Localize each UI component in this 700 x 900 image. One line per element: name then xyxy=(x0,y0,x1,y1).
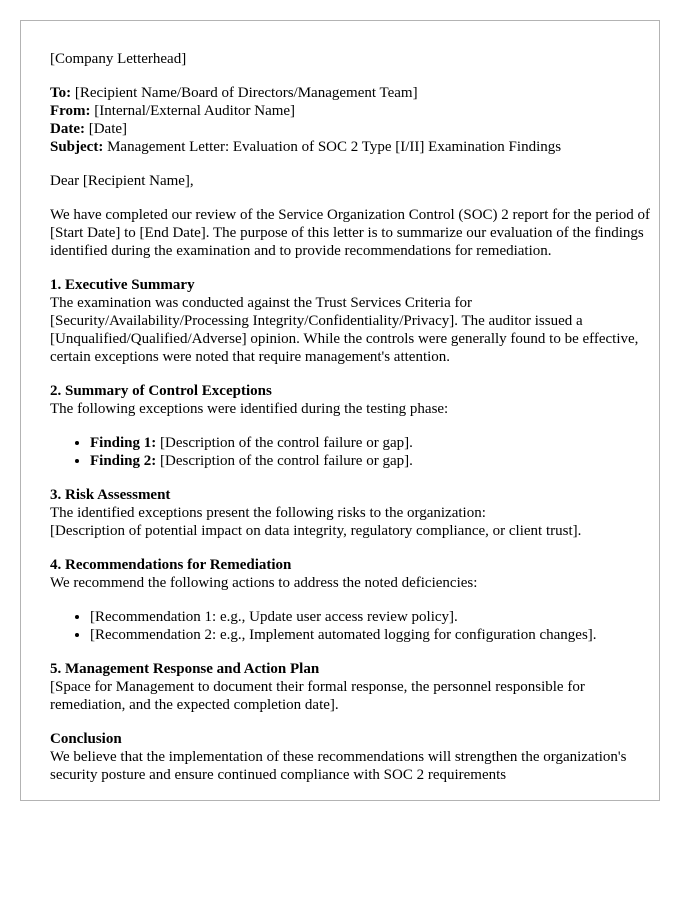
intro-paragraph: We have completed our review of the Service Organization Control (SOC) 2 report for the period of [Start Date] to [End Date]. The purpose of this letter is to summarize our evaluation of the findings identified during the examination and to provide recommendations for remediation. xyxy=(50,207,650,259)
section-body: [Space for Management to document their formal response, the personnel responsible for remediation, and the expected completion date]. xyxy=(50,679,585,713)
letter-content xyxy=(50,50,650,784)
section-body: We recommend the following actions to address the noted deficiencies: xyxy=(50,575,478,591)
recommendations-list xyxy=(50,608,650,644)
section-heading: 4. Recommendations for Remediation xyxy=(50,557,292,573)
to-value: [Recipient Name/Board of Directors/Management Team] xyxy=(71,85,418,101)
list-item: • [Recommendation 1: e.g., Update user access review policy]. xyxy=(90,608,650,626)
section-body: The following exceptions were identified during the testing phase: xyxy=(50,401,449,417)
from-line xyxy=(50,102,650,120)
from-value: [Internal/External Auditor Name] xyxy=(90,103,296,119)
list-item xyxy=(90,452,650,470)
section-management-response xyxy=(50,660,650,714)
section-heading: Conclusion xyxy=(50,731,122,747)
finding-label: Finding 2: xyxy=(90,453,157,469)
section-body: The examination was conducted against the Trust Services Criteria for [Security/Availability/Processing Integrity/Confidentiality/Privacy]. The auditor issued a [Unqualified/Qualified/Adverse] opinion. While the controls were generally found to be effective, certain exceptions were noted that require management's attention. xyxy=(50,295,639,365)
section-heading: 5. Management Response and Action Plan xyxy=(50,661,320,677)
subject-value: Management Letter: Evaluation of SOC 2 Type [I/II] Examination Findings xyxy=(103,139,562,155)
section-heading: 2. Summary of Control Exceptions xyxy=(50,383,272,399)
section-risk-assessment xyxy=(50,486,650,540)
finding-label: Finding 1: xyxy=(90,435,157,451)
finding-text: [Description of the control failure or gap]. xyxy=(156,435,413,451)
section-body: We believe that the implementation of these recommendations will strengthen the organization's security posture and ensure continued compliance with SOC 2 requirements xyxy=(50,749,627,783)
section-executive-summary xyxy=(50,276,650,366)
from-label: From: xyxy=(50,103,91,119)
section-conclusion xyxy=(50,730,650,784)
to-label: To: xyxy=(50,85,72,101)
section-body: [Description of potential impact on data integrity, regulatory compliance, or client trust]. xyxy=(50,523,582,539)
letter-page xyxy=(20,20,660,801)
section-heading: 1. Executive Summary xyxy=(50,277,195,293)
letter-header-block xyxy=(50,84,650,156)
list-item xyxy=(90,434,650,452)
subject-line xyxy=(50,138,650,156)
date-line xyxy=(50,120,650,138)
findings-list xyxy=(50,434,650,470)
section-heading: 3. Risk Assessment xyxy=(50,487,171,503)
section-recommendations xyxy=(50,556,650,644)
list-item: • [Recommendation 2: e.g., Implement automated logging for configuration changes]. xyxy=(90,626,650,644)
finding-text: [Description of the control failure or gap]. xyxy=(156,453,413,469)
salutation: Dear [Recipient Name], xyxy=(50,173,194,189)
subject-label: Subject: xyxy=(50,139,104,155)
section-body: The identified exceptions present the following risks to the organization: xyxy=(50,505,486,521)
date-label: Date: xyxy=(50,121,85,137)
to-line xyxy=(50,84,650,102)
company-letterhead: [Company Letterhead] xyxy=(50,51,187,67)
section-control-exceptions xyxy=(50,382,650,470)
date-value: [Date] xyxy=(84,121,128,137)
